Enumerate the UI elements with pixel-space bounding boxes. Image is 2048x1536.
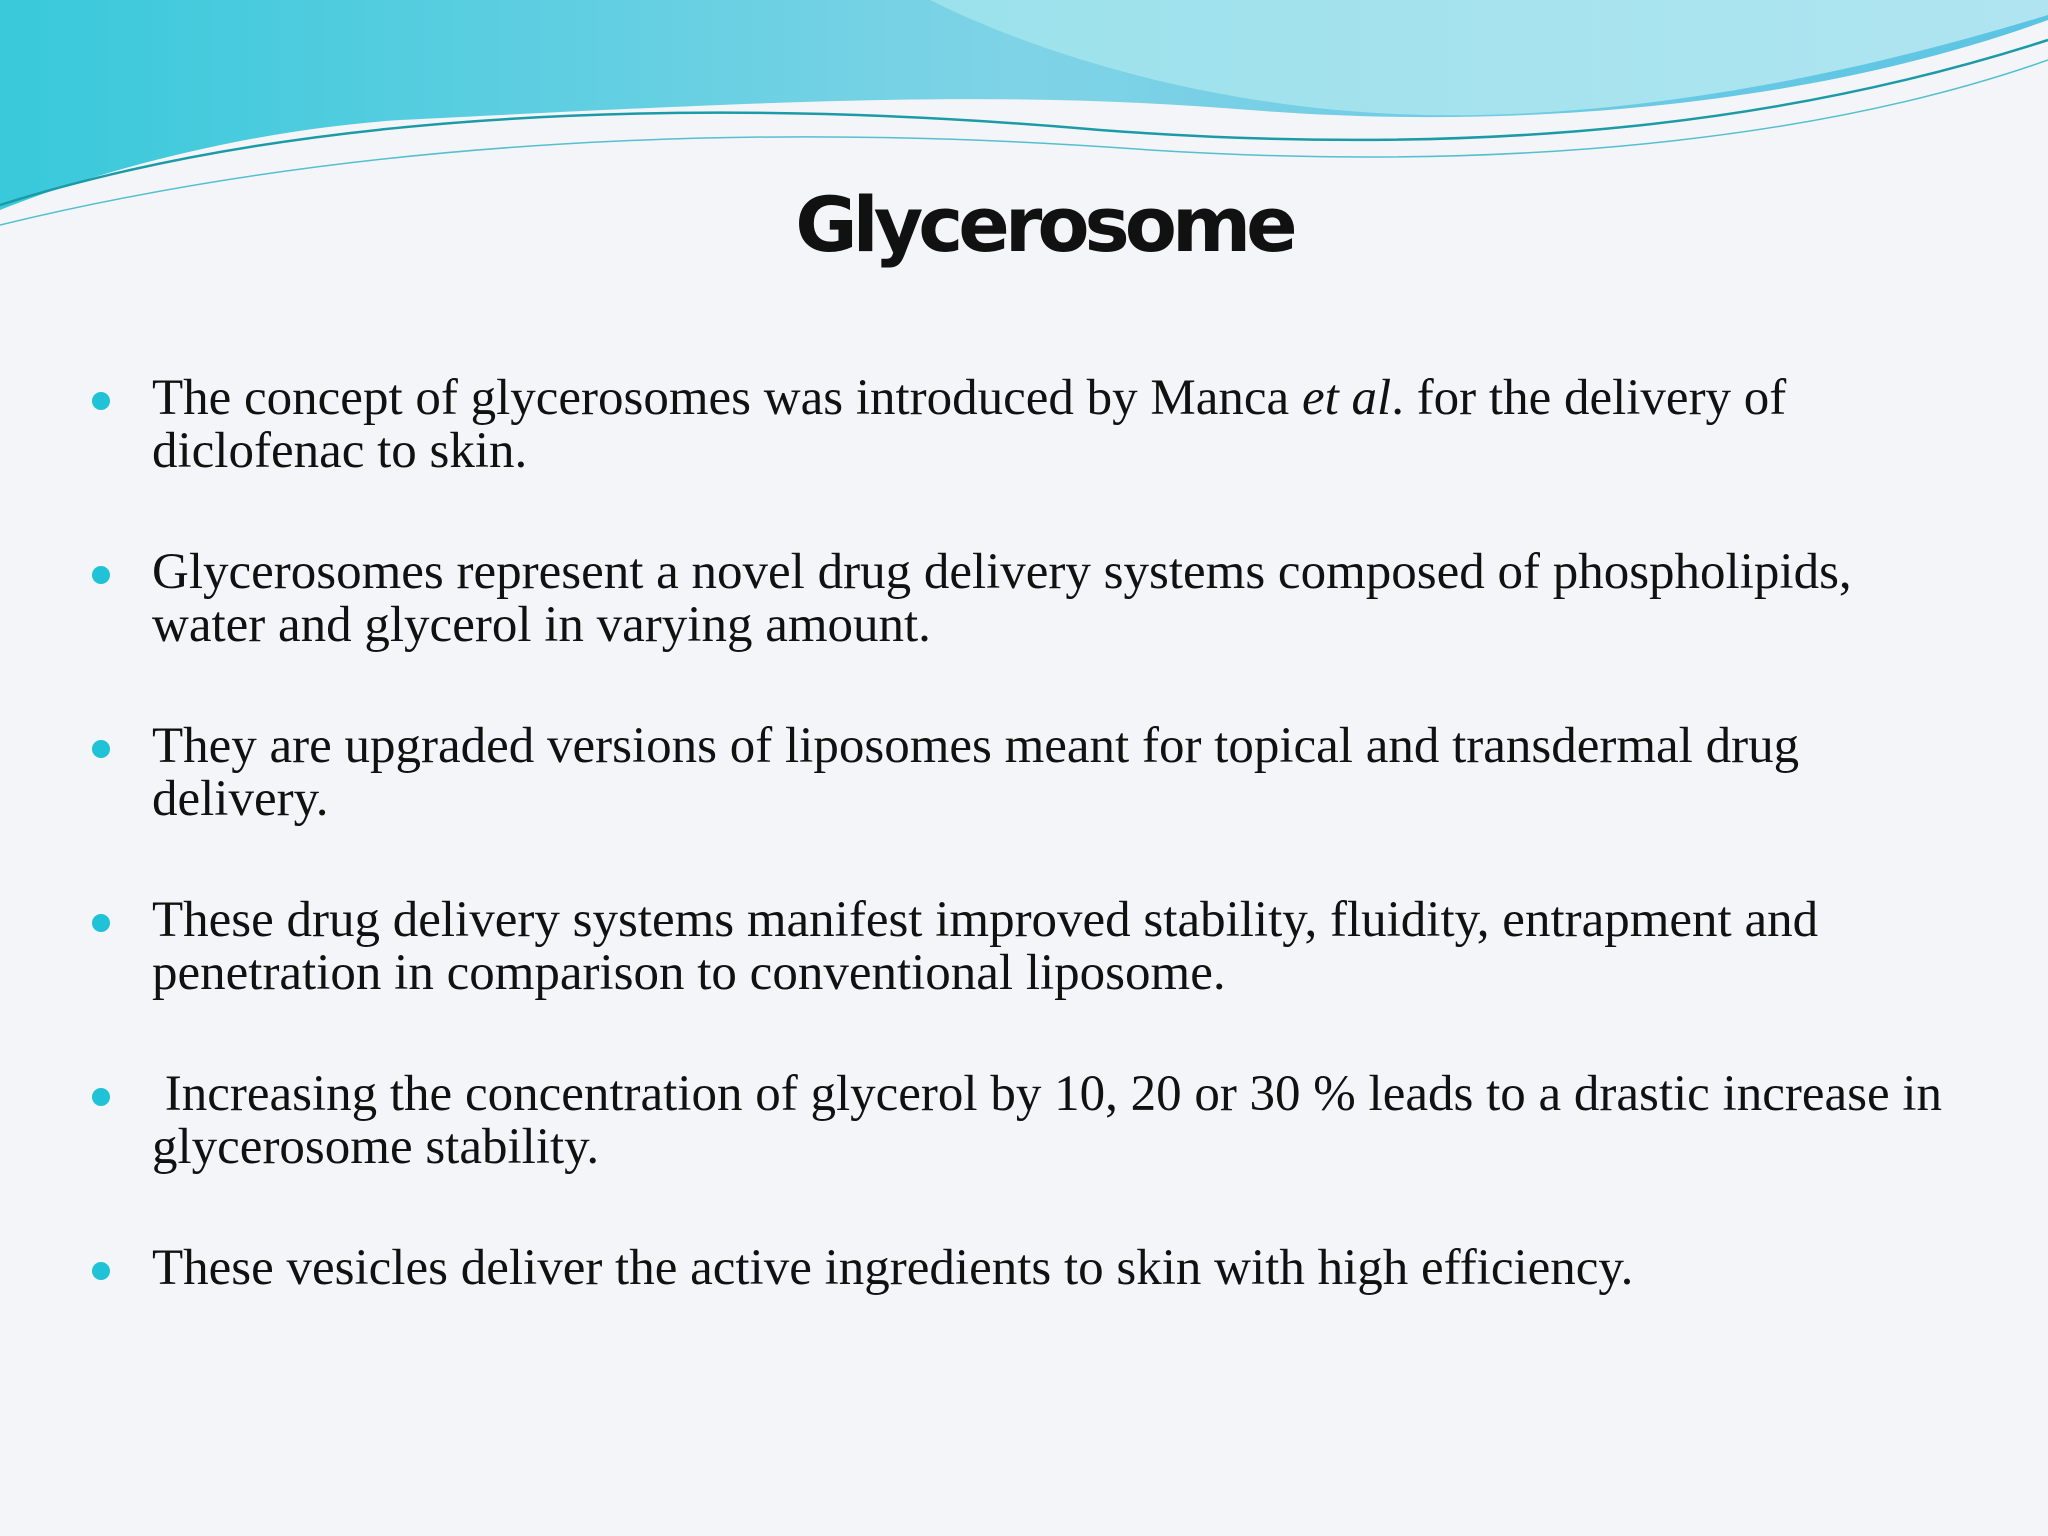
bullet-item [92,1242,1972,1295]
slide-title: Glycerosome [795,180,1293,269]
bullet-item [92,546,1972,652]
bullet-list [92,372,1972,1363]
bullet-dot-icon [92,566,110,584]
bullet-text: The concept of glycerosomes was introduced by Manca et al. for the delivery of diclofenac to skin. [152,370,1787,479]
bullet-text: Glycerosomes represent a novel drug delivery systems composed of phospholipids, water and glycerol in varying amount. [152,544,1852,653]
bullet-text: These vesicles deliver the active ingredients to skin with high efficiency. [152,1240,1634,1296]
bullet-item [92,1068,1972,1174]
bullet-item [92,894,1972,1000]
bullet-dot-icon [92,740,110,758]
bullet-dot-icon [92,1262,110,1280]
bullet-text: Increasing the concentration of glycerol by 10, 20 or 30 % leads to a drastic increase in glycerosome stability. [152,1066,1955,1175]
bullet-item [92,372,1972,478]
bullet-text: These drug delivery systems manifest improved stability, fluidity, entrapment and penetration in comparison to conventional liposome. [152,892,1819,1001]
bullet-item [92,720,1972,826]
bullet-dot-icon [92,392,110,410]
bullet-text: They are upgraded versions of liposomes meant for topical and transdermal drug delivery. [152,718,1800,827]
bullet-dot-icon [92,914,110,932]
bullet-dot-icon [92,1088,110,1106]
